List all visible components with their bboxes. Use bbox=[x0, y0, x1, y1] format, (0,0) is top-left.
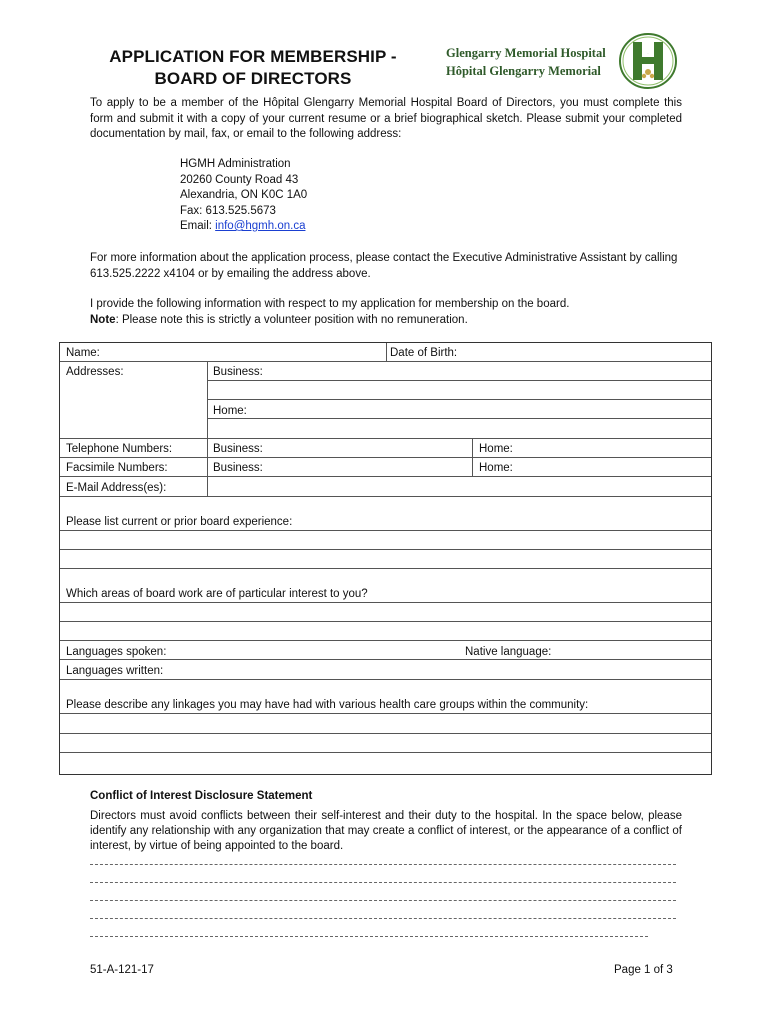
address-line-3: Alexandria, ON K0C 1A0 bbox=[180, 189, 308, 201]
note-label: Note bbox=[90, 314, 116, 326]
info-paragraph: For more information about the application process, please contact the Executive Administrative Assistant by calling 613.525.2222 x4104 or by emailing the address above. bbox=[90, 252, 678, 280]
areas-of-interest-label: Which areas of board work are of particular interest to you? bbox=[66, 588, 368, 600]
note-text: : Please note this is strictly a volunteer position with no remuneration. bbox=[115, 314, 468, 326]
provide-paragraph: I provide the following information with respect to my application for membership on the board. bbox=[90, 298, 570, 310]
email-addresses-label: E-Mail Address(es): bbox=[66, 482, 167, 494]
email-line bbox=[180, 219, 307, 235]
disclosure-line bbox=[90, 864, 676, 865]
telephone-home-label: Home: bbox=[479, 443, 513, 455]
hospital-logo-icon bbox=[618, 32, 678, 90]
linkages-label: Please describe any linkages you may have had with various health care groups within the community: bbox=[66, 699, 589, 711]
board-experience-label: Please list current or prior board experience: bbox=[66, 516, 293, 528]
mailing-address bbox=[180, 157, 307, 235]
note-paragraph bbox=[90, 313, 682, 329]
title-line-2: BOARD OF DIRECTORS bbox=[154, 69, 352, 88]
business-address-label: Business: bbox=[213, 366, 263, 378]
conflict-of-interest-title: Conflict of Interest Disclosure Statement bbox=[90, 790, 313, 802]
address-line-2: 20260 County Road 43 bbox=[180, 173, 299, 186]
languages-written-label: Languages written: bbox=[66, 665, 164, 677]
logo-line-french: Hôpital Glengarry Memorial bbox=[446, 64, 601, 78]
intro-paragraph: To apply to be a member of the Hôpital Glengarry Memorial Hospital Board of Directors, you must complete this form and submit it with a copy of your current resume or a brief biographical sketch. Please submit your completed documentation by mail, fax, or email to the following address: bbox=[90, 97, 682, 140]
disclosure-line bbox=[90, 918, 676, 919]
form-number: 51-A-121-17 bbox=[90, 964, 154, 976]
email-label: Email: bbox=[180, 220, 216, 232]
conflict-of-interest-body: Directors must avoid conflicts between their self-interest and their duty to the hospital. In the space below, please identify any relationship with any organization that may create a conflict of interest, or the appearance of a conflict of interest, by virtue of being appointed to the board. bbox=[90, 810, 682, 852]
disclosure-line bbox=[90, 882, 676, 883]
telephone-business-label: Business: bbox=[213, 443, 263, 455]
facsimile-numbers-label: Facsimile Numbers: bbox=[66, 462, 168, 474]
disclosure-line bbox=[90, 936, 648, 937]
native-language-label: Native language: bbox=[465, 646, 552, 658]
svg-text:H: H bbox=[647, 54, 649, 55]
addresses-label: Addresses: bbox=[66, 366, 124, 378]
disclosure-line bbox=[90, 900, 676, 901]
page-title bbox=[88, 46, 418, 90]
application-form-table bbox=[59, 342, 712, 775]
facsimile-home-label: Home: bbox=[479, 462, 513, 474]
facsimile-business-label: Business: bbox=[213, 462, 263, 474]
fax-number: Fax: 613.525.5673 bbox=[180, 204, 276, 217]
title-line-1: APPLICATION FOR MEMBERSHIP - bbox=[109, 47, 397, 66]
languages-spoken-label: Languages spoken: bbox=[66, 646, 167, 658]
email-link[interactable]: info@hgmh.on.ca bbox=[215, 220, 306, 232]
hospital-logo-text bbox=[446, 44, 616, 80]
date-of-birth-label: Date of Birth: bbox=[390, 347, 458, 359]
page-number: Page 1 of 3 bbox=[614, 964, 673, 976]
home-address-label: Home: bbox=[213, 405, 247, 417]
logo-line-english: Glengarry Memorial Hospital bbox=[446, 46, 606, 60]
name-label: Name: bbox=[66, 347, 100, 359]
address-line-1: HGMH Administration bbox=[180, 158, 291, 170]
telephone-numbers-label: Telephone Numbers: bbox=[66, 443, 173, 455]
